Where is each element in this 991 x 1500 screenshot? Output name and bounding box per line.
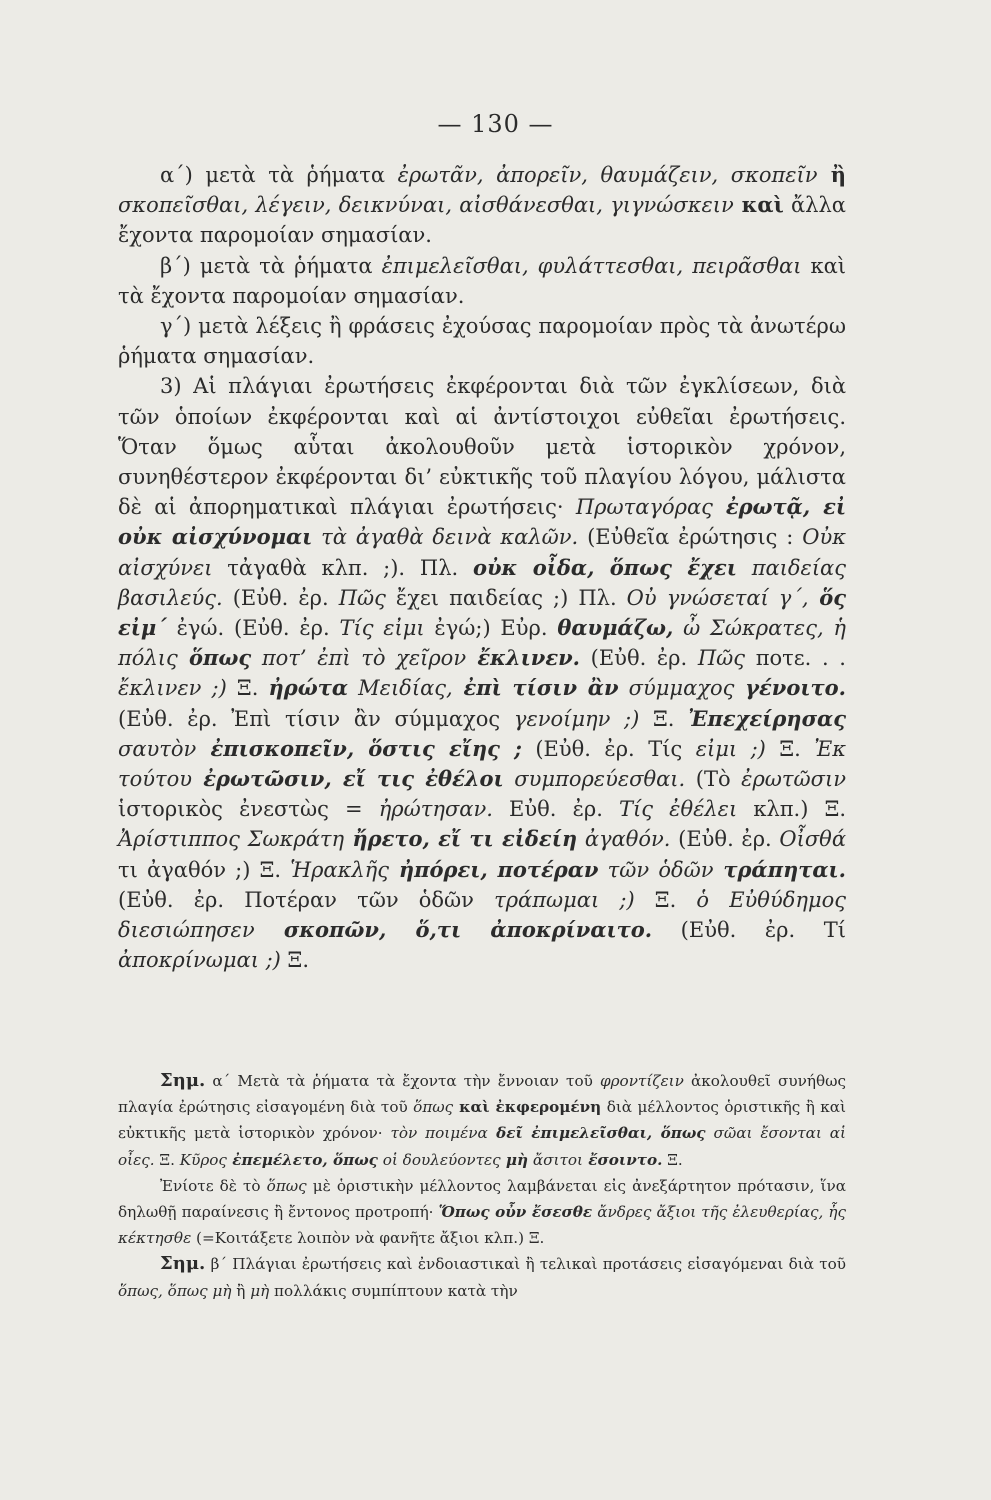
text-segment: ἔκλινεν ;)	[118, 676, 227, 701]
text-segment: κλπ.) Ξ.	[737, 797, 847, 822]
text-segment: (Εὐθ. ἐρ.	[580, 646, 698, 671]
text-segment: Μειδίας,	[348, 676, 453, 701]
text-segment: (Τὸ	[685, 767, 742, 792]
text-segment: σῶαι ἔσονται αἱ οἶες.	[118, 1124, 846, 1169]
text-segment: καὶ ἐκφερομένη	[453, 1098, 602, 1117]
text-segment: ποτε. . .	[745, 646, 846, 671]
text-segment: ὅς εἰμ΄	[118, 584, 846, 641]
text-segment: (=Κοιτάξετε λοιπὸν νὰ φανῆτε ἄξιοι κλπ.) Ξ.	[191, 1229, 545, 1248]
text-segment: σκοπῶν, ὅ,τι ἀποκρίναιτο.	[254, 917, 653, 943]
text-segment: ἀγαθόν.	[577, 827, 671, 852]
text-segment: τράπωμαι ;)	[494, 887, 635, 912]
text-segment: ἐπεμέλετο, ὅπως	[226, 1150, 378, 1169]
text-segment: ὦ Σώκρατες, ἡ πόλις	[118, 616, 846, 671]
text-segment: συμπορεύεσθαι.	[503, 767, 686, 792]
text-segment: τράπηται.	[713, 856, 846, 882]
text-segment: τὸν ποιμένα	[390, 1124, 488, 1143]
note-alpha-continued	[118, 1173, 846, 1252]
text-segment: ὅπως	[266, 1176, 307, 1195]
text-segment: γενοίμην ;)	[513, 706, 640, 731]
text-segment: ἐπισκοπεῖν, ὅστις εἴης ;	[196, 735, 522, 761]
text-segment: (Εὐθ. ἐρ. Τί	[652, 918, 846, 943]
text-segment: τῶν ὁδῶν	[598, 857, 714, 882]
footnotes	[118, 1068, 846, 1304]
paragraph-three	[118, 371, 846, 975]
text-segment: α΄) μετὰ τὰ ῥήματα	[160, 163, 398, 187]
text-segment: γ΄) μετὰ λέξεις ἢ φράσεις ἐχούσας παρομοίαν πρὸς τὰ ἀνωτέρω ῥήματα σημασίαν.	[118, 314, 846, 369]
text-segment: πολλάκις συμπίπτουν κατὰ τὴν	[269, 1281, 518, 1300]
text-segment: ἀποκρίνωμαι ;)	[118, 948, 281, 973]
text-segment: Πρωταγόρας	[575, 495, 713, 520]
text-segment: οἱ δουλεύοντες	[377, 1150, 501, 1169]
text-segment: ἔκλινεν.	[466, 645, 580, 671]
text-segment: ἐρωτᾷ, εἰ οὐκ αἰσχύνομαι	[118, 494, 846, 550]
text-segment: ἀκολουθεῖ συνήθως πλαγία ἐρώτησις εἰσαγομένη διὰ τοῦ	[118, 1072, 846, 1117]
text-segment: Ἡρακλῆς	[290, 857, 390, 882]
text-segment: Ἐνίοτε δὲ τὸ	[160, 1176, 267, 1195]
paragraph-alpha	[118, 160, 846, 251]
text-segment: σύμμαχος	[618, 676, 735, 701]
text-segment: καὶ	[733, 192, 784, 218]
text-segment: ἄλλα ἔχοντα παρομοίαν σημασίαν.	[118, 193, 846, 248]
text-segment: Οὐκ αἰσχύνει	[118, 525, 846, 580]
text-segment: Οἶσθά	[779, 827, 846, 852]
text-segment: Ξ.	[639, 706, 689, 731]
text-segment: Κῦρος	[179, 1150, 227, 1169]
text-segment: ἐπὶ τίσιν ἂν	[452, 675, 619, 701]
text-segment: ἐρωτῶσιν	[741, 767, 846, 792]
text-segment: (Εὐθ. ἐρ.	[670, 827, 780, 852]
text-segment: ὁ Εὐθύδημος διεσιώπησεν	[118, 887, 846, 943]
text-segment: (Εὐθ. ἐρ. Ποτέραν τῶν ὁδῶν	[118, 887, 495, 912]
text-segment: τἀγαθὰ κλπ. ;). Πλ.	[212, 555, 473, 580]
text-segment: Ἐκ τούτου	[118, 736, 846, 792]
note-beta	[118, 1251, 846, 1303]
text-segment: δεῖ ἐπιμελεῖσθαι, ὅπως	[487, 1124, 706, 1143]
text-segment: ὅπως	[413, 1098, 454, 1117]
text-segment: τι ἀγαθόν ;) Ξ.	[118, 857, 291, 882]
paragraph-gamma	[118, 311, 846, 371]
text-segment: ἐρωτῶσιν, εἴ τις ἐθέλοι	[192, 766, 504, 792]
text-segment: ἤρετο, εἴ τι εἰδείη	[344, 826, 578, 852]
note-alpha	[118, 1068, 846, 1173]
main-text	[118, 160, 846, 975]
text-segment: θαυμάζω,	[557, 615, 674, 641]
text-segment: ἱστορικὸς ἐνεστὼς =	[118, 797, 379, 822]
text-segment: καὶ τὰ ἔχοντα παρομοίαν σημασίαν.	[118, 253, 847, 308]
text-segment: Ξ.	[765, 736, 815, 761]
text-segment: ἢ	[817, 162, 846, 187]
note-label: Σημ.	[160, 1253, 206, 1275]
text-segment: 3) Αἱ πλάγιαι ἐρωτήσεις ἐκφέρονται διὰ τῶν ἐγκλίσεων, διὰ τῶν ὁποίων ἐκφέρονται καὶ αἱ ἀντίστοιχοι εὐθεῖαι ἐρωτήσεις. Ὅταν ὅμως αὗται ἀκολουθοῦν μετὰ ἱστορικὸν χρόνον, συνηθέστερον ἐκφέρονται δι’ εὐκτικῆς τοῦ πλαγίου λόγου, μάλιστα δὲ αἱ ἀπορηματικαὶ πλάγιαι ἐρωτήσεις·	[118, 374, 846, 520]
text-segment: Οὐ γνώσεταί γ΄,	[626, 585, 809, 610]
note-label: Σημ.	[160, 1070, 206, 1091]
text-segment: (Εὐθ. ἐρ. Τίς	[521, 736, 696, 761]
text-segment: ἔσοιντο.	[583, 1150, 663, 1169]
text-segment: Ξ.	[226, 676, 269, 701]
text-segment: φροντίζειν	[599, 1072, 684, 1090]
text-segment: Ἐπεχείρησας	[688, 705, 846, 731]
text-segment: ἐρωτᾶν, ἀπορεῖν, θαυμάζειν, σκοπεῖν	[397, 163, 818, 187]
text-segment: Τίς εἰμι	[339, 616, 425, 641]
text-segment: μὴ	[500, 1150, 529, 1169]
text-segment: σαυτὸν	[118, 736, 197, 761]
text-segment: (Εὐθ. ἐρ. Ἐπὶ τίσιν ἂν σύμμαχος	[118, 706, 514, 731]
text-segment: τὰ ἀγαθὰ δεινὰ καλῶν.	[312, 525, 579, 550]
text-segment: Ἀρίστιππος Σωκράτη	[118, 827, 345, 852]
text-segment: Ξ.	[662, 1150, 683, 1169]
page-number: — 130 —	[437, 110, 554, 138]
text-segment: ἐγώ;) Εὐρ.	[424, 616, 558, 641]
text-segment: ἠπόρει, ποτέραν	[389, 856, 599, 882]
text-segment: Ξ.	[154, 1150, 180, 1169]
text-segment: Πῶς	[697, 646, 746, 671]
text-segment: παιδείας βασιλεύς.	[118, 555, 847, 610]
text-segment: διὰ μέλλοντος ὁριστικῆς ἢ καὶ εὐκτικῆς μετὰ ἱστορικὸν χρόνον·	[118, 1098, 846, 1143]
paragraph-beta	[118, 251, 846, 311]
text-segment: α΄ Μετὰ τὰ ῥήματα τὰ ἔχοντα τὴν ἔννοιαν τοῦ	[205, 1072, 600, 1090]
text-segment: Ξ.	[634, 887, 697, 912]
text-segment: ἄσιτοι	[528, 1150, 584, 1169]
text-segment: ἐγώ. (Εὐθ. ἐρ.	[166, 616, 340, 641]
text-segment: Ξ.	[280, 948, 310, 973]
text-segment: μὲ ὁριστικὴν μέλλοντος λαμβάνεται εἰς ἀνεξάρτητον πρότασιν, ἵνα δηλωθῇ παραίνεσις ἢ ἔντονος προτροπή·	[118, 1176, 846, 1222]
text-segment: (Εὐθ. ἐρ.	[222, 585, 339, 610]
text-segment: γένοιτο.	[734, 675, 846, 701]
text-segment: ἢ	[231, 1281, 251, 1300]
text-segment: Τίς ἐθέλει	[619, 797, 738, 822]
text-segment: Ὅπως οὖν ἔσεσθε	[438, 1203, 593, 1222]
text-segment: β΄) μετὰ τὰ ῥήματα	[160, 253, 382, 278]
text-segment: Πῶς	[338, 585, 386, 610]
text-segment: οὐκ οἶδα, ὅπως ἔχει	[472, 554, 737, 580]
text-segment: ἐπιμελεῖσθαι, φυλάττεσθαι, πειρᾶσθαι	[381, 253, 802, 278]
text-segment: ποτ’ ἐπὶ τὸ χεῖρον	[251, 646, 467, 671]
text-segment: ἠρώτα	[268, 675, 349, 701]
text-segment: β΄ Πλάγιαι ἐρωτήσεις καὶ ἐνδοιαστικαὶ ἢ τελικαὶ προτάσεις εἰσαγόμεναι διὰ τοῦ	[205, 1255, 846, 1274]
text-segment: (Εὐθεῖα ἐρώτησις :	[578, 525, 803, 550]
text-segment: ἄνδρες ἄξιοι τῆς ἐλευθερίας, ἧς κέκτησθε	[118, 1203, 846, 1248]
text-segment: σκοπεῖσθαι, λέγειν, δεικνύναι, αἰσθάνεσθαι, γιγνώσκειν	[118, 193, 734, 218]
text-segment: ἠρώτησαν.	[378, 797, 493, 822]
text-segment: εἰμι ;)	[695, 736, 766, 761]
text-segment: ὅπως, ὅπως μὴ	[118, 1281, 232, 1300]
text-segment: ἔχει παιδείας ;) Πλ.	[385, 585, 627, 610]
text-segment: ὅπως	[177, 645, 252, 671]
text-segment: Εὐθ. ἐρ.	[492, 797, 620, 822]
text-segment: μὴ	[250, 1281, 270, 1300]
